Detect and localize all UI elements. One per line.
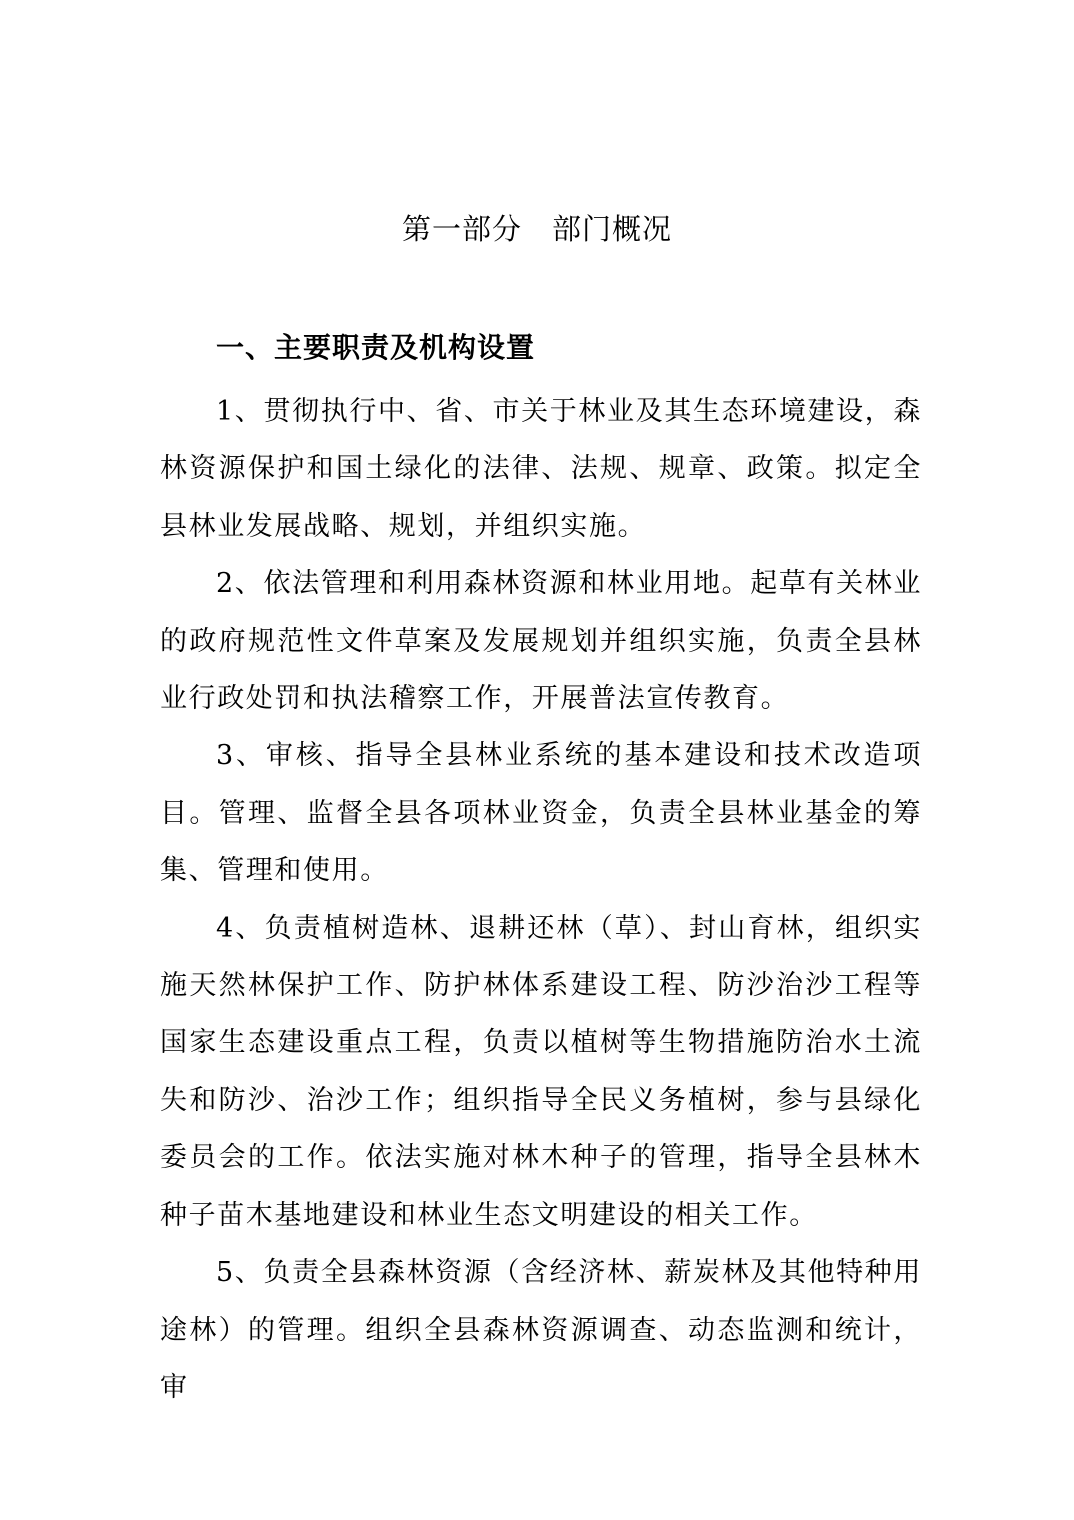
paragraph-1: 1、贯彻执行中、省、市关于林业及其生态环境建设，森林资源保护和国土绿化的法律、法规、规章、政策。拟定全县林业发展战略、规划，并组织实施。 bbox=[160, 396, 922, 542]
document-body bbox=[160, 383, 922, 1416]
section-heading: 一、主要职责及机构设置 bbox=[216, 331, 536, 364]
paragraph-4: 4、负责植树造林、退耕还林（草）、封山育林，组织实施天然林保护工作、防护林体系建设工程、防沙治沙工程等国家生态建设重点工程，负责以植树等生物措施防治水土流失和防沙、治沙工作；组织指导全民义务植树，参与县绿化委员会的工作。依法实施对林木种子的管理，指导全县林木种子苗木基地建设和林业生态文明建设的相关工作。 bbox=[160, 912, 922, 1231]
paragraph-2: 2、依法管理和利用森林资源和林业用地。起草有关林业的政府规范性文件草案及发展规划并组织实施，负责全县林业行政处罚和执法稽察工作，开展普法宣传教育。 bbox=[160, 568, 922, 715]
page-title: 第一部分 部门概况 bbox=[401, 212, 672, 246]
paragraph-5: 5、负责全县森林资源（含经济林、薪炭林及其他特种用途林）的管理。组织全县森林资源调查、动态监测和统计，审 bbox=[160, 1257, 922, 1403]
paragraph-3: 3、审核、指导全县林业系统的基本建设和技术改造项目。管理、监督全县各项林业资金，负责全县林业基金的筹集、管理和使用。 bbox=[160, 740, 922, 887]
